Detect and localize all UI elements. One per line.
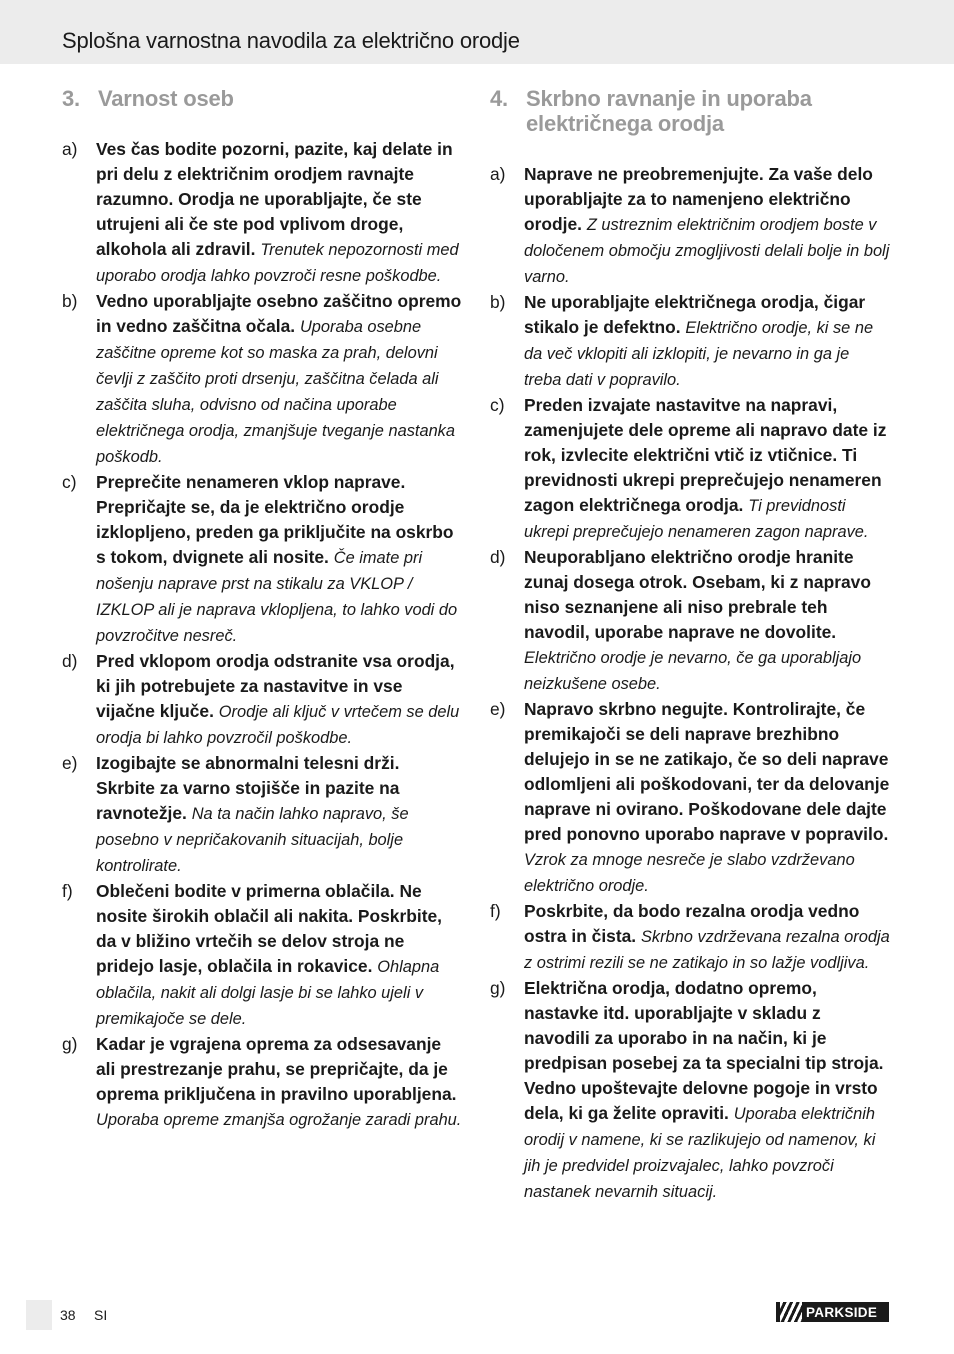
brand-name: PARKSIDE (806, 1304, 878, 1320)
list-item (62, 649, 462, 751)
item-explanation: Uporaba opreme zmanjša ogrožanje zaradi prahu. (96, 1111, 462, 1129)
list-item (490, 393, 890, 545)
list-item (490, 976, 890, 1205)
page-title: Splošna varnostna navodila za električno orodje (62, 28, 520, 53)
item-explanation: Če imate pri nošenju naprave prst na stikalu za VKLOP / IZKLOP ali je naprava vklopljena, to lahko vodi do povzročitve nesreč. (96, 549, 458, 645)
item-instruction: Vedno uporabljajte osebno zaščitno opremo in vedno zaščitna očala. (96, 291, 462, 336)
list-item (62, 879, 462, 1032)
item-instruction: Ves čas bodite pozorni, pazite, kaj delate in pri delu z električnim orodjem ravnajte razumno. Orodja ne uporabljajte, če ste utrujeni ali če ste pod vplivom droge, alkohola ali zdravil. (96, 139, 453, 259)
item-explanation: Vzrok za mnoge nesreče je slabo vzdrževano električno orodje. (524, 851, 855, 895)
page-number: 38 (60, 1307, 76, 1323)
item-instruction: Poskrbite, da bodo rezalna orodja vedno ostra in čista. (524, 901, 860, 946)
item-instruction: Kadar je vgrajena oprema za odsesavanje ali prestrezanje prahu, se prepričajte, da je oprema priključena in pravilno uporabljena. (96, 1034, 457, 1104)
section-items (62, 137, 462, 1133)
item-instruction: Preprečite nenameren vklop naprave. Prepričajte se, da je električno orodje izklopljeno, preden ga priključite na oskrbo s tokom, dvignete ali nosite. (96, 472, 454, 567)
item-letter: e) (490, 699, 506, 719)
language-code: SI (94, 1307, 108, 1323)
item-explanation: Orodje ali ključ v vrtečem se delu orodja bi lahko povzročil poškodbe. (96, 703, 460, 747)
item-letter: b) (490, 292, 506, 312)
item-instruction: Napravo skrbno negujte. Kontrolirajte, če premikajoči se deli naprave brezhibno delujejo in se ne zatikajo, če so deli naprave odlomljeni ali poškodovani, ter da delovanje naprave ni ovirano. Poškodovane dele dajte pred ponovno uporabo naprave v popravilo. (524, 699, 890, 844)
brand-logo (776, 1302, 889, 1322)
section-title: Varnost oseb (98, 86, 234, 111)
list-item (490, 162, 890, 290)
section-heading (62, 86, 462, 111)
item-instruction: Ne uporabljajte električnega orodja, čigar stikalo je defektno. (524, 292, 866, 337)
item-letter: f) (490, 901, 501, 921)
item-explanation: Z ustreznim električnim orodjem boste v določenem območju zmogljivosti delali bolje in bolj varno. (524, 216, 890, 286)
item-instruction: Izogibajte se abnormalni telesni drži. Skrbite za varno stojišče in pazite na ravnotežje. (96, 753, 400, 823)
list-item (62, 1032, 462, 1133)
list-item (62, 289, 462, 470)
item-instruction: Neuporabljano električno orodje hranite zunaj dosega otrok. Osebam, ki z napravo niso seznanjene ali niso prebrale teh navodil, uporabe naprave ne dovolite. (524, 547, 871, 642)
item-letter: g) (490, 978, 506, 998)
item-explanation: Električno orodje je nevarno, če ga uporabljajo neizkušene osebe. (524, 649, 862, 693)
item-letter: c) (490, 395, 505, 415)
section-title: Skrbno ravnanje in uporaba električnega orodja (526, 86, 812, 136)
item-letter: g) (62, 1034, 78, 1054)
item-instruction: Preden izvajate nastavitve na napravi, zamenjujete dele opreme ali napravo date iz rok, izvlecite električni vtič iz vtičnice. Ti previdnosti ukrepi preprečujejo nenameren zagon električnega orodja. (524, 395, 887, 515)
item-explanation: Skrbno vzdrževana rezalna orodja z ostrimi rezili se ne zatikajo in so lažje vodljiva. (524, 928, 890, 972)
section-number: 4. (490, 86, 508, 111)
section-heading (490, 86, 890, 136)
item-explanation: Na ta način lahko napravo, še posebno v nepričakovanih situacijah, bolje kontrolirate. (96, 805, 409, 875)
list-item (62, 137, 462, 289)
list-item (490, 545, 890, 697)
item-explanation: Električno orodje, ki se ne da več vklopiti ali izklopiti, je nevarno in ga je treba dati v popravilo. (524, 319, 874, 389)
item-letter: d) (62, 651, 78, 671)
list-item (62, 470, 462, 649)
item-instruction: Oblečeni bodite v primerna oblačila. Ne nosite širokih oblačil ali nakita. Poskrbite, da v bližino vrtečih se delov stroja ne pridejo lasje, oblačila in rokavice. (96, 881, 442, 976)
item-explanation: Trenutek nepozornosti med uporabo orodja lahko povzroči resne poškodbe. (96, 241, 459, 285)
footer-tab (26, 1300, 52, 1330)
item-letter: a) (490, 164, 506, 184)
item-explanation: Uporaba električnih orodij v namene, ki se razlikujejo od namenov, ki jih je predvidel proizvajalec, lahko povzroči nastanek nevarnih situacij. (524, 1105, 876, 1201)
item-letter: f) (62, 881, 73, 901)
section-number: 3. (62, 86, 80, 111)
item-explanation: Ohlapna oblačila, nakit ali dolgi lasje bi se lahko ujeli v premikajoče se dele. (96, 958, 440, 1028)
item-instruction: Naprave ne preobremenjujte. Za vaše delo uporabljajte za to namenjeno električno orodje. (524, 164, 873, 234)
item-instruction: Pred vklopom orodja odstranite vsa orodja, ki jih potrebujete za nastavitve in vse vijačne ključe. (96, 651, 455, 721)
item-letter: c) (62, 472, 77, 492)
list-item (490, 697, 890, 899)
item-letter: a) (62, 139, 78, 159)
item-explanation: Ti previdnosti ukrepi preprečujejo nenameren zagon naprave. (524, 497, 869, 541)
item-letter: d) (490, 547, 506, 567)
list-item (490, 899, 890, 976)
section-items (490, 162, 890, 1205)
list-item (490, 290, 890, 393)
item-instruction: Električna orodja, dodatno opremo, nastavke itd. uporabljajte v skladu z navodili za uporabo in na način, ki je predpisan posebej za ta specialni tip stroja. Vedno upoštevajte delovne pogoje in vrsto dela, ki ga želite opraviti. (524, 978, 884, 1123)
list-item (62, 751, 462, 879)
item-explanation: Uporaba osebne zaščitne opreme kot so maska za prah, delovni čevlji z zaščito proti drsenju, zaščitna čelada ali zaščita sluha, odvisno od načina uporabe električnega orodja, zmanjšuje tveganje nastanka poškodb. (96, 318, 455, 466)
logo-stripes-icon (780, 1302, 802, 1322)
item-letter: e) (62, 753, 78, 773)
item-letter: b) (62, 291, 78, 311)
